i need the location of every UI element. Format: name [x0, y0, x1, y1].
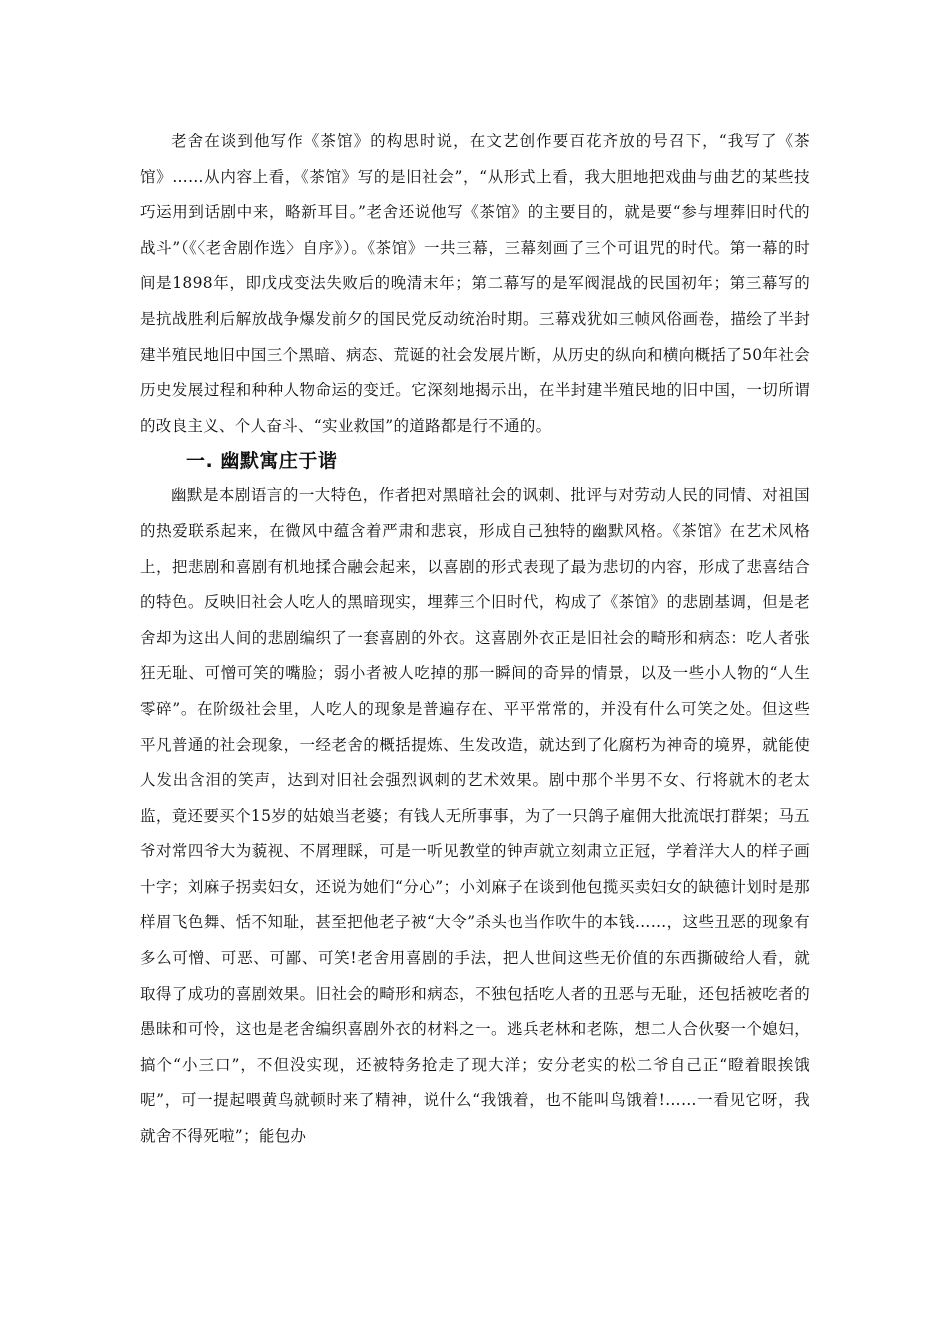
section-paragraph: 幽默是本剧语言的一大特色，作者把对黑暗社会的讽刺、批评与对劳动人民的同情、对祖国的热爱联系起来，在微风中蕴含着严肃和悲哀，形成自己独特的幽默风格。《茶馆》在艺术风格上，把悲剧和喜剧有机地揉合融会起来，以喜剧的形式表现了最为悲切的内容，形成了悲喜结合的特色。反映旧社会人吃人的黑暗现实，埋葬三个旧时代，构成了《茶馆》的悲剧基调，但是老舍却为这出人间的悲剧编织了一套喜剧的外衣。这喜剧外衣正是旧社会的畸形和病态：吃人者张狂无耻、可憎可笑的嘴脸；弱小者被人吃掉的那一瞬间的奇异的情景，以及一些小人物的“人生零碎”。在阶级社会里，人吃人的现象是普遍存在、平平常常的，并没有什么可笑之处。但这些平凡普通的社会现象，一经老舍的概括提炼、生发改造，就达到了化腐朽为神奇的境界，就能使人发出含泪的笑声，达到对旧社会强烈讽刺的艺术效果。剧中那个半男不女、行将就木的老太监，竟还要买个15岁的姑娘当老婆；有钱人无所事事，为了一只鸽子雇佣大批流氓打群架；马五爷对常四爷大为藐视、不屑理睬，可是一听见教堂的钟声就立刻肃立正冠，学着洋大人的样子画十字；刘麻子拐卖妇女，还说为她们“分心”；小刘麻子在谈到他包揽买卖妇女的缺德计划时是那样眉飞色舞、恬不知耻，甚至把他老子被“大令”杀头也当作吹牛的本钱……，这些丑恶的现象有多么可憎、可恶、可鄙、可笑!老舍用喜剧的手法，把人世间这些无价值的东西撕破给人看，就取得了成功的喜剧效果。旧社会的畸形和病态，不独包括吃人者的丑恶与无耻，还包括被吃者的愚昧和可怜，这也是老舍编织喜剧外衣的材料之一。逃兵老林和老陈，想二人合伙娶一个媳妇，搞个“小三口”，不但没实现，还被特务抢走了现大洋；安分老实的松二爷自己正“瞪着眼挨饿呢”，可一提起喂黄鸟就顿时来了精神，说什么“我饿着，也不能叫鸟饿着!……一看见它呀，我就舍不得死啦”；能包办	[140, 486, 810, 1146]
intro-paragraph: 老舍在谈到他写作《茶馆》的构思时说，在文艺创作要百花齐放的号召下，“我写了《茶馆》……从内容上看，《茶馆》写的是旧社会”，“从形式上看，我大胆地把戏曲与曲艺的某些技巧运用到话剧中来，略新耳目。”老舍还说他写《茶馆》的主要目的，就是要“参与埋葬旧时代的战斗”（《〈老舍剧作选〉自序》）。《茶馆》一共三幕，三幕刻画了三个可诅咒的时代。第一幕的时间是1898年，即戊戌变法失败后的晚清末年；第二幕写的是军阀混战的民国初年；第三幕写的是抗战胜利后解放战争爆发前夕的国民党反动统治时期。三幕戏犹如三帧风俗画卷，描绘了半封建半殖民地旧中国三个黑暗、病态、荒诞的社会发展片断，从历史的纵向和横向概括了50年社会历史发展过程和种种人物命运的变迁。它深刻地揭示出，在半封建半殖民地的旧中国，一切所谓的改良主义、个人奋斗、“实业救国”的道路都是行不通的。	[140, 132, 810, 435]
document-body	[140, 124, 810, 1155]
section-heading: 一. 幽默寓庄于谐	[186, 450, 338, 473]
